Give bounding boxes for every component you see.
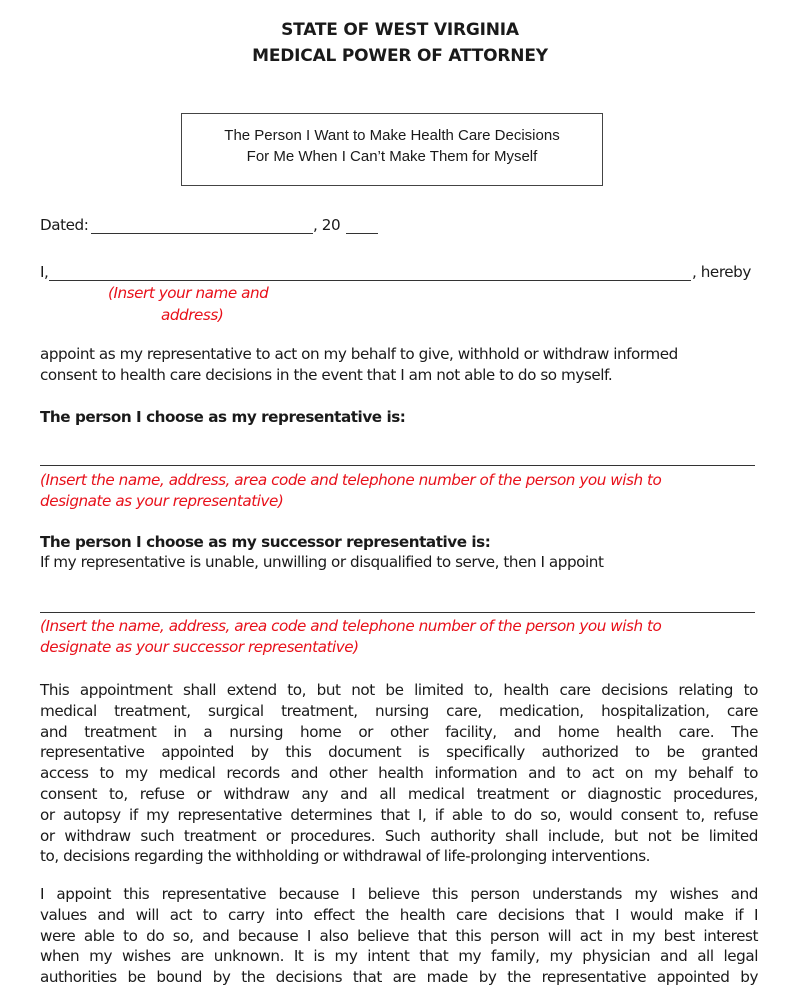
name-prefix-label: I, <box>40 263 49 281</box>
representative-hint-line1: (Insert the name, address, area code and telephone number of the person you wish to <box>40 471 662 489</box>
successor-intro: If my representative is unable, unwilling or disqualified to serve, then I appoint <box>40 553 604 571</box>
appoint-text-line1: appoint as my representative to act on my behalf to give, withhold or withdraw informed <box>40 345 678 363</box>
section-title-line1: The Person I Want to Make Health Care Decisions <box>224 127 560 144</box>
reason-line: were able to do so, and because I also believe that this person will act in my best interest <box>40 926 758 945</box>
name-hint-line2: address) <box>161 306 224 324</box>
scope-line: and treatment in a nursing home or other facility, and home health care. The <box>40 722 758 741</box>
scope-line: representative appointed by this document is specifically authorized to be granted <box>40 743 758 762</box>
principal-name-field[interactable] <box>49 280 691 281</box>
scope-line: medical treatment, surgical treatment, nursing care, medication, hospitalization, care <box>40 701 758 720</box>
appoint-text-line2: consent to health care decisions in the event that I am not able to do so myself. <box>40 366 613 384</box>
representative-heading: The person I choose as my representative is: <box>40 408 406 426</box>
date-field[interactable] <box>91 233 313 234</box>
representative-field[interactable] <box>40 465 755 466</box>
document-title-form: MEDICAL POWER OF ATTORNEY <box>252 46 548 66</box>
name-hint-line1: (Insert your name and <box>108 284 269 302</box>
successor-field[interactable] <box>40 612 755 613</box>
reason-line: authorities be bound by the decisions that are made by the representative appointed by <box>40 968 758 987</box>
scope-line: access to my medical records and other health information and to act on my behalf to <box>40 764 758 783</box>
section-title-line2: For Me When I Can’t Make Them for Myself <box>246 148 538 165</box>
scope-line: to, decisions regarding the withholding or withdrawal of life-prolonging interventions. <box>40 847 651 866</box>
scope-line: consent to, refuse or withdraw any and all medical treatment or diagnostic procedures, <box>40 784 758 803</box>
reason-line: I appoint this representative because I believe this person understands my wishes and <box>40 885 758 903</box>
successor-heading: The person I choose as my successor representative is: <box>40 533 491 551</box>
year-prefix-label: , 20 <box>313 216 341 234</box>
scope-line: or autopsy if my representative determines that I, if able to do so, would consent to, refuse <box>40 805 758 824</box>
scope-line: or withdraw such treatment or procedures. Such authority shall include, but not be limited <box>40 826 758 845</box>
successor-hint-line1: (Insert the name, address, area code and telephone number of the person you wish to <box>40 617 662 635</box>
reason-paragraph <box>40 884 758 988</box>
year-field[interactable] <box>346 233 378 234</box>
successor-hint-line2: designate as your successor representative) <box>40 638 359 656</box>
reason-line: when my wishes are unknown. It is my intent that my family, my physician and all legal <box>40 947 758 966</box>
hereby-label: , hereby <box>692 263 751 281</box>
scope-line: This appointment shall extend to, but not be limited to, health care decisions relating to <box>40 681 758 699</box>
scope-paragraph <box>40 680 758 867</box>
representative-hint-line2: designate as your representative) <box>40 492 284 510</box>
dated-label: Dated: <box>40 216 89 234</box>
document-title-state: STATE OF WEST VIRGINIA <box>281 20 519 40</box>
reason-line: values and will act to carry into effect the health care decisions that I would make if I <box>40 905 758 924</box>
